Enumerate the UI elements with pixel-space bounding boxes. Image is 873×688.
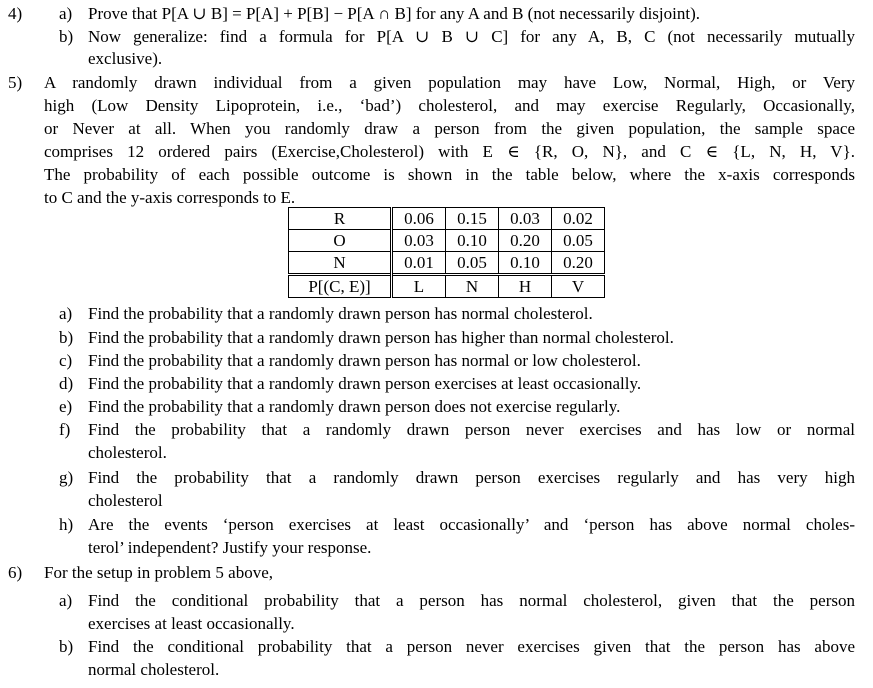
problem-4b-text-line2: exclusive). bbox=[88, 49, 163, 68]
table-cell: 0.15 bbox=[446, 208, 499, 230]
row-header-r: R bbox=[289, 208, 392, 230]
problem-5-text-line3: or Never at all. When you randomly draw a person from the given population, the sample space bbox=[44, 119, 855, 138]
problem-5-text-line1: A randomly drawn individual from a given population may have Low, Normal, High, or Very bbox=[44, 73, 855, 92]
table-header-row bbox=[289, 275, 605, 298]
problem-5a-label: a) bbox=[59, 304, 73, 323]
probability-table bbox=[288, 207, 605, 298]
problem-6a-label: a) bbox=[59, 591, 73, 610]
problem-6a-text-line2: exercises at least occasionally. bbox=[88, 614, 295, 633]
problem-5-text-line6: to C and the y-axis corresponds to E. bbox=[44, 188, 296, 207]
problem-6b-text-line2: normal cholesterol. bbox=[88, 660, 220, 679]
table-cell: 0.05 bbox=[552, 230, 605, 252]
problem-5d-label: d) bbox=[59, 374, 74, 393]
table-cell: 0.03 bbox=[392, 230, 446, 252]
problem-5-text-line2: high (Low Density Lipoprotein, i.e., ‘bad’) cholesterol, and may exercise Regularly, Occasionally, bbox=[44, 96, 855, 115]
problem-5g-text-line1: Find the probability that a randomly drawn person exercises regularly and has very high bbox=[88, 468, 855, 487]
table-cell: 0.06 bbox=[392, 208, 446, 230]
problem-5b-text: Find the probability that a randomly drawn person has higher than normal cholesterol. bbox=[88, 328, 674, 347]
problem-5h-text-line2: terol’ independent? Justify your response. bbox=[88, 538, 372, 557]
table-cell: 0.10 bbox=[446, 230, 499, 252]
problem-5d-text: Find the probability that a randomly drawn person exercises at least occasionally. bbox=[88, 374, 642, 393]
table-cell: 0.20 bbox=[552, 252, 605, 275]
table-row bbox=[289, 230, 605, 252]
problem-5g-text-line2: cholesterol bbox=[88, 491, 163, 510]
column-header-h: H bbox=[499, 275, 552, 298]
table-cell: 0.10 bbox=[499, 252, 552, 275]
problem-5g-label: g) bbox=[59, 468, 74, 487]
problem-5f-label: f) bbox=[59, 420, 71, 439]
problem-5c-text: Find the probability that a randomly drawn person has normal or low cholesterol. bbox=[88, 351, 641, 370]
problem-5c-label: c) bbox=[59, 351, 73, 370]
problem-5a-text: Find the probability that a randomly drawn person has normal cholesterol. bbox=[88, 304, 593, 323]
problem-5h-text-line1: Are the events ‘person exercises at least occasionally’ and ‘person has above normal choles- bbox=[88, 515, 855, 534]
column-header-v: V bbox=[552, 275, 605, 298]
problem-5-number: 5) bbox=[8, 73, 23, 92]
problem-6-intro: For the setup in problem 5 above, bbox=[44, 563, 273, 582]
problem-4a-label: a) bbox=[59, 4, 73, 23]
problem-4b-label: b) bbox=[59, 27, 74, 46]
problem-4b-text-line1: Now generalize: find a formula for P[A ∪ B ∪ C] for any A, B, C (not necessarily mutually bbox=[88, 27, 855, 46]
problem-5b-label: b) bbox=[59, 328, 74, 347]
problem-5f-text-line2: cholesterol. bbox=[88, 443, 167, 462]
problem-6b-label: b) bbox=[59, 637, 74, 656]
column-header-n: N bbox=[446, 275, 499, 298]
table-cell: 0.05 bbox=[446, 252, 499, 275]
table-corner-label: P[(C, E)] bbox=[289, 275, 392, 298]
row-header-n: N bbox=[289, 252, 392, 275]
problem-5e-text: Find the probability that a randomly drawn person does not exercise regularly. bbox=[88, 397, 621, 416]
problem-5h-label: h) bbox=[59, 515, 74, 534]
problem-4-number: 4) bbox=[8, 4, 23, 23]
table-row bbox=[289, 208, 605, 230]
problem-6a-text-line1: Find the conditional probability that a person has normal cholesterol, given that the person bbox=[88, 591, 855, 610]
problem-6-number: 6) bbox=[8, 563, 23, 582]
problem-4a-text: Prove that P[A ∪ B] = P[A] + P[B] − P[A ∩ B] for any A and B (not necessarily disjoint). bbox=[88, 4, 700, 23]
row-header-o: O bbox=[289, 230, 392, 252]
problem-5-text-line5: The probability of each possible outcome is shown in the table below, where the x-axis corresponds bbox=[44, 165, 855, 184]
column-header-l: L bbox=[392, 275, 446, 298]
problem-6b-text-line1: Find the conditional probability that a person never exercises given that the person has above bbox=[88, 637, 855, 656]
table-cell: 0.20 bbox=[499, 230, 552, 252]
table-cell: 0.03 bbox=[499, 208, 552, 230]
table-row bbox=[289, 252, 605, 275]
problem-5e-label: e) bbox=[59, 397, 73, 416]
table-cell: 0.01 bbox=[392, 252, 446, 275]
problem-5f-text-line1: Find the probability that a randomly drawn person never exercises and has low or normal bbox=[88, 420, 855, 439]
table-cell: 0.02 bbox=[552, 208, 605, 230]
problem-5-text-line4: comprises 12 ordered pairs (Exercise,Cholesterol) with E ∈ {R, O, N}, and C ∈ {L, N, H, V}. bbox=[44, 142, 855, 161]
